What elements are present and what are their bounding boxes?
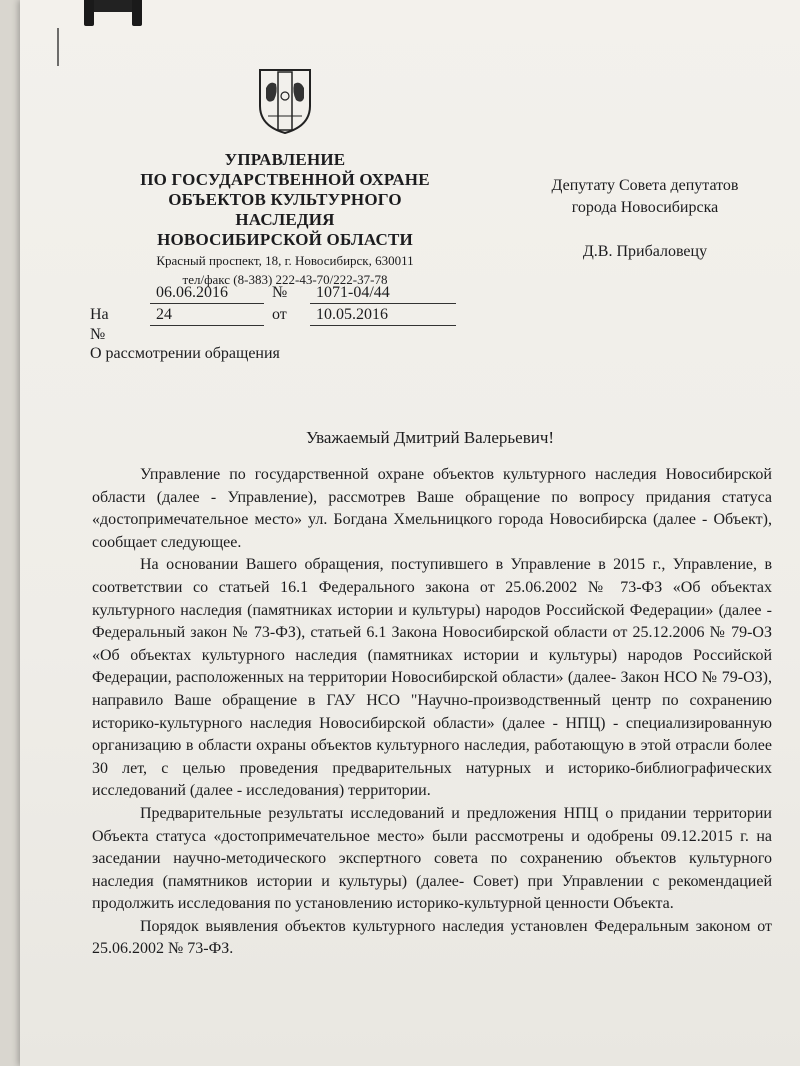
org-name-line: ПО ГОСУДАРСТВЕННОЙ ОХРАНЕ: [140, 170, 430, 189]
body-paragraph: Управление по государственной охране объектов культурного наследия Новосибирской области (далее - Управление), рассмотрев Ваше обращение по вопросу придания статуса «достопримечательное место» ул. Богдана Хмельницкого города Новосибирска (далее - Объект), сообщает следующее.: [92, 466, 772, 551]
org-address: Красный проспект, 18, г. Новосибирск, 630011: [156, 253, 414, 268]
letter-subject: О рассмотрении обращения: [90, 345, 280, 362]
recipient-line: Депутату Совета депутатов: [551, 177, 739, 194]
org-phone: тел/факс (8-383) 222-43-70/222-37-78: [182, 272, 388, 287]
letter-body: [92, 464, 772, 961]
letter-page: [20, 0, 800, 1066]
reference-date: 10.05.2016: [310, 305, 456, 326]
org-name-line: ОБЪЕКТОВ КУЛЬТУРНОГО НАСЛЕДИЯ: [168, 190, 402, 229]
reference-number: 24: [150, 305, 264, 326]
binder-clip-right-arm: [132, 0, 142, 26]
body-paragraph: Порядок выявления объектов культурного наследия установлен Федеральным законом от 25.06.2002 № 73-ФЗ.: [92, 917, 772, 958]
salutation: Уважаемый Дмитрий Валерьевич!: [305, 428, 555, 447]
margin-pen-mark: [57, 28, 59, 66]
recipient-block: [510, 175, 780, 263]
outgoing-number: 1071-04/44: [310, 283, 456, 304]
outgoing-date: 06.06.2016: [150, 283, 264, 304]
binder-clip-left-arm: [84, 0, 94, 26]
recipient-line: города Новосибирска: [571, 199, 719, 216]
recipient-name: Д.В. Прибаловецу: [582, 243, 708, 260]
from-label: от: [272, 306, 287, 323]
sender-organization-block: [120, 150, 450, 288]
number-label: №: [272, 284, 288, 301]
body-paragraph: На основании Вашего обращения, поступившего в Управление в 2015 г., Управление, в соответствии со статьей 16.1 Федерального закона от 25.06.2002 № 73-ФЗ «Об объектах культурного наследия (памятниках истории и культуры) народов Российской Федерации» (далее - Федеральный закон № 73-ФЗ), статьей 6.1 Закона Новосибирской области от 25.12.2006 № 79-ОЗ «Об объектах культурного наследия (памятниках истории и культуры) народов Российской Федерации, расположенных на территории Новосибирской области» (далее- Закон НСО № 79-ОЗ), направило Ваше обращение в ГАУ НСО "Научно-производственный центр по сохранению историко-культурного наследия Новосибирской области» (далее - НПЦ) - специализированную организацию в области охраны объектов культурного наследия, работающую в этой отрасли более 30 лет, с целью проведения предварительных натурных и историко-библиографических исследований (далее - исследования) территории.: [92, 556, 772, 800]
org-name-line: УПРАВЛЕНИЕ: [224, 150, 346, 169]
reference-label: На №: [90, 306, 109, 343]
body-paragraph: Предварительные результаты исследований и предложения НПЦ о придании территории Объекта статуса «достопримечательное место» были рассмотрены и одобрены 09.12.2015 г. на заседании научно-методического экспертного совета по сохранению объектов культурного наследия (памятников истории и культуры) (далее- Совет) при Управлении с рекомендацией продолжить исследования по установлению историко-культурной ценности Объекта.: [92, 804, 772, 913]
novosibirsk-coat-of-arms-icon: [256, 66, 314, 136]
org-name-line: НОВОСИБИРСКОЙ ОБЛАСТИ: [157, 230, 413, 249]
